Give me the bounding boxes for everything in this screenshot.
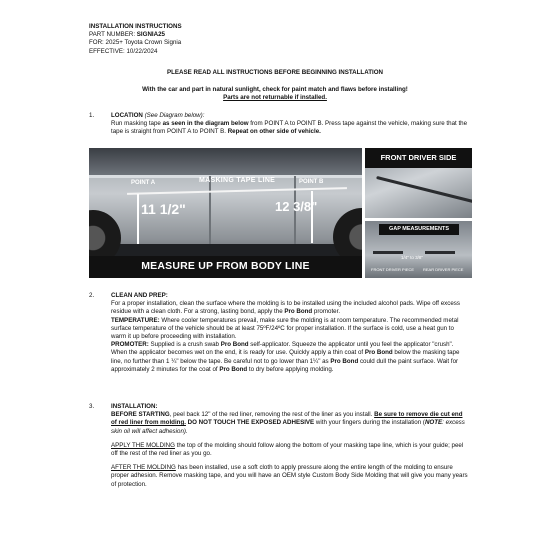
promoter-text: self-applicator. Squeeze the applicator until you feel the applicator "crush". When the applicator becomes wet on the end, it is ready for use. Quickly apply a thin coat of	[111, 341, 454, 357]
rear-piece-label: REAR DRIVER PIECE	[423, 267, 464, 272]
location-text-bold: Repeat on other side of vehicle.	[227, 128, 321, 136]
section-body	[111, 112, 469, 141]
point-b-label: POINT B	[299, 179, 324, 185]
temperature-label: TEMPERATURE:	[111, 316, 160, 324]
masking-tape-line	[127, 187, 347, 195]
gap-measurements-title: GAP MEASUREMENTS	[379, 224, 459, 235]
rear-measurement: 12 3/8"	[275, 199, 318, 214]
molding-strip	[425, 251, 455, 254]
location-text: Run masking tape	[111, 120, 163, 128]
measure-line	[137, 194, 139, 244]
front-driver-side-title: FRONT DRIVER SIDE	[365, 148, 472, 168]
molding-strip	[376, 176, 472, 203]
before-starting-label: BEFORE STARTING	[111, 411, 170, 419]
point-a-label: POINT A	[131, 180, 156, 186]
front-measurement: 11 1/2"	[141, 201, 186, 217]
gap-measurements-photo	[365, 221, 472, 278]
after-molding-label: AFTER THE MOLDING	[111, 464, 176, 472]
section-body	[111, 403, 469, 493]
sunlight-warning-line: With the car and part in natural sunlight, check for paint match and flaws before installing!	[142, 86, 408, 93]
promoter-text: below the masking tape line, no further than 1 ¼" below the tape. Be careful not to go lower than 1¼" as	[111, 349, 460, 365]
section-clean-prep	[89, 292, 469, 400]
measure-caption: MEASURE UP FROM BODY LINE	[89, 256, 362, 278]
section-number: 1.	[89, 112, 95, 119]
window-area	[89, 148, 362, 176]
clean-text: For a proper installation, clean the surface where the molding is to be installed using the included alcohol pads. Wipe off excess residue with a clean cloth. For a strong, lasting bond, apply the	[111, 300, 460, 316]
pro-bond-text: Pro Bond	[330, 357, 359, 365]
apply-molding-label: APPLY THE MOLDING	[111, 441, 175, 449]
after-molding-text: has been installed, use a soft cloth to apply pressure along the entire length of the molding to ensure proper adhesion. Remove masking tape, and you will have an OEM style Custom Body Side Molding that will give you many years of protection.	[111, 464, 468, 488]
front-piece-label: FRONT DRIVER PIECE	[371, 267, 415, 272]
location-text-bold: as seen in the diagram below	[162, 120, 249, 128]
masking-tape-label: MASKING TAPE LINE	[199, 177, 276, 184]
document-title: INSTALLATION INSTRUCTIONS	[89, 23, 182, 30]
promoter-label: PROMOTER:	[111, 341, 149, 349]
pro-bond-text: Pro Bond	[364, 349, 393, 357]
no-return-warning: Parts are not returnable if installed.	[223, 94, 327, 102]
note-label: NOTE	[424, 419, 443, 427]
note-text: : excess skin oil will affect adhesion).	[111, 419, 465, 435]
gap-size: 1/4" to 3/8"	[401, 255, 423, 260]
die-cut-warning: Be sure to remove die cut end of red liner from molding.	[111, 411, 463, 427]
before-starting-text: , peel back 12" of the red liner, removing the rest of the liner as you install.	[169, 411, 375, 419]
vehicle-fitment: FOR: 2025+ Toyota Crown Signia	[89, 39, 182, 47]
section-body	[111, 292, 469, 374]
temperature-text: Where cooler temperatures prevail, make sure the molding is at room temperature. The recommended metal surface temperature of the vehicle should be at least 75ºF/24ºC for proper installation. If the surface is cold, use a heat gun to warm it up before proceeding with installation.	[111, 316, 459, 340]
effective-date: EFFECTIVE: 10/22/2024	[89, 47, 158, 55]
pro-bond-text: Pro Bond	[219, 365, 248, 373]
rocker-panel	[89, 244, 362, 256]
heading-note: (See Diagram below):	[142, 112, 205, 119]
installation-diagram	[89, 148, 472, 278]
door-seam	[209, 176, 211, 246]
promoter-text: could dull the paint surface. Wait for approximately 2 minutes for the coat of	[111, 357, 459, 373]
adhesive-warning: DO NOT TOUCH THE EXPOSED ADHESIVE	[185, 419, 315, 427]
pro-bond-text: Pro Bond	[284, 308, 313, 316]
section-installation	[89, 403, 469, 533]
apply-molding-text: the top of the molding should follow along the bottom of your masking tape line, which is your guide; peel off the rest of the red liner as you go.	[111, 441, 464, 457]
document-header	[89, 23, 389, 56]
part-number: SIGNIA25	[136, 31, 165, 39]
section-heading: INSTALLATION:	[111, 403, 158, 410]
section-location	[89, 112, 469, 146]
part-number-line	[89, 31, 389, 39]
section-heading: LOCATION	[111, 112, 143, 119]
read-all-notice: PLEASE READ ALL INSTRUCTIONS BEFORE BEGINNING INSTALLATION	[167, 69, 383, 76]
promoter-text: Supplied is a crush swab	[148, 341, 221, 349]
section-number: 3.	[89, 403, 95, 410]
promoter-text: to dry before applying molding.	[247, 365, 334, 373]
front-driver-side-photo	[365, 148, 472, 218]
before-starting-text: with your fingers during the installation (	[314, 419, 425, 427]
location-text: from POINT A to POINT B. Press tape against the vehicle, making sure that the tape is straight from POINT A to POINT B.	[111, 120, 468, 136]
molding-strip	[373, 251, 403, 254]
pro-bond-text: Pro Bond	[220, 341, 249, 349]
section-number: 2.	[89, 292, 95, 299]
part-number-label: PART NUMBER:	[89, 31, 137, 39]
clean-text: promoter.	[312, 308, 341, 316]
vehicle-side-photo	[89, 148, 362, 278]
sunlight-warning	[0, 86, 550, 102]
section-heading: CLEAN AND PREP:	[111, 292, 168, 299]
